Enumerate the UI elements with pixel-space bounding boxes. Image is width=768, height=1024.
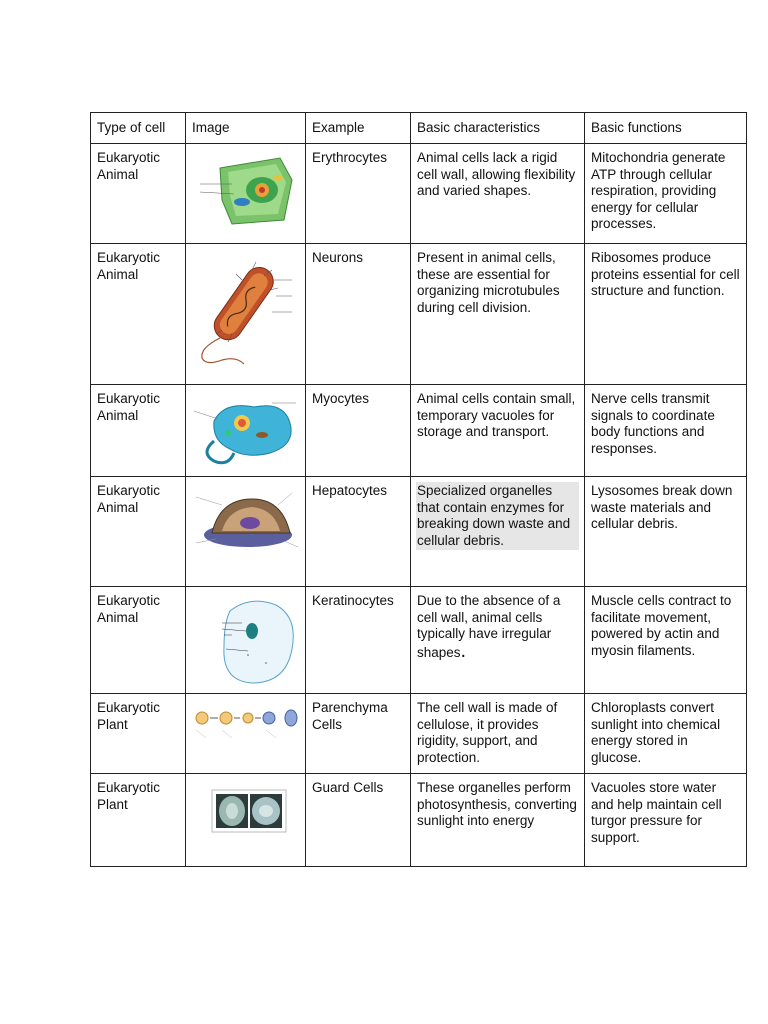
table-row — [91, 144, 747, 244]
cell-types-table — [90, 112, 747, 867]
cell-type: Eukaryotic Animal — [91, 587, 186, 694]
cell-division-sequence-illustration — [192, 700, 302, 744]
header-functions: Basic functions — [585, 113, 747, 144]
header-image: Image — [186, 113, 306, 144]
cell-type: Eukaryotic Animal — [91, 477, 186, 587]
basic-cell-diagram — [192, 593, 302, 688]
cell-image — [186, 694, 306, 774]
cell-type: Eukaryotic Plant — [91, 774, 186, 867]
table-row — [91, 587, 747, 694]
cell-characteristics: Present in animal cells, these are essential for organizing microtubules during cell division. — [411, 244, 585, 385]
cell-example: Neurons — [306, 244, 411, 385]
cell-example: Erythrocytes — [306, 144, 411, 244]
header-characteristics: Basic characteristics — [411, 113, 585, 144]
characteristics-period: . — [460, 639, 467, 662]
animal-cell-illustration — [192, 150, 302, 230]
cell-characteristics — [411, 477, 585, 587]
cell-characteristics: Animal cells lack a rigid cell wall, allowing flexibility and varied shapes. — [411, 144, 585, 244]
table-row — [91, 774, 747, 867]
characteristics-text: Due to the absence of a cell wall, animal cells typically have irregular shapes — [417, 593, 561, 660]
table-row — [91, 694, 747, 774]
cell-functions: Chloroplasts convert sunlight into chemical energy stored in glucose. — [585, 694, 747, 774]
cell-functions: Muscle cells contract to facilitate movement, powered by actin and myosin filaments. — [585, 587, 747, 694]
cell-functions: Nerve cells transmit signals to coordinate body functions and responses. — [585, 385, 747, 477]
cell-image — [186, 244, 306, 385]
cell-example: Guard Cells — [306, 774, 411, 867]
table-row — [91, 477, 747, 587]
cell-functions: Ribosomes produce proteins essential for cell structure and function. — [585, 244, 747, 385]
cell-type: Eukaryotic Animal — [91, 144, 186, 244]
cell-characteristics — [411, 587, 585, 694]
protist-cell-illustration — [192, 391, 302, 469]
header-row — [91, 113, 747, 144]
header-type: Type of cell — [91, 113, 186, 144]
cell-characteristics: The cell wall is made of cellulose, it provides rigidity, support, and protection. — [411, 694, 585, 774]
header-example: Example — [306, 113, 411, 144]
cell-characteristics: Animal cells contain small, temporary vacuoles for storage and transport. — [411, 385, 585, 477]
guard-cells-micrograph — [192, 780, 302, 860]
cell-example: Keratinocytes — [306, 587, 411, 694]
bacterium-illustration — [192, 250, 302, 370]
table-row — [91, 244, 747, 385]
cell-functions: Vacuoles store water and help maintain cell turgor pressure for support. — [585, 774, 747, 867]
cell-cross-section-illustration — [192, 483, 302, 563]
cell-image — [186, 587, 306, 694]
cell-type: Eukaryotic Animal — [91, 385, 186, 477]
cell-image — [186, 477, 306, 587]
cell-image — [186, 385, 306, 477]
table-row — [91, 385, 747, 477]
cell-example: Myocytes — [306, 385, 411, 477]
cell-type: Eukaryotic Animal — [91, 244, 186, 385]
cell-example: Hepatocytes — [306, 477, 411, 587]
cell-image — [186, 144, 306, 244]
cell-characteristics: These organelles perform photosynthesis, converting sunlight into energy — [411, 774, 585, 867]
highlighted-text: Specialized organelles that contain enzymes for breaking down waste and cellular debris. — [416, 482, 579, 550]
cell-functions: Mitochondria generate ATP through cellular respiration, providing energy for cellular processes. — [585, 144, 747, 244]
cell-type: Eukaryotic Plant — [91, 694, 186, 774]
cell-functions: Lysosomes break down waste materials and cellular debris. — [585, 477, 747, 587]
cell-example: Parenchyma Cells — [306, 694, 411, 774]
cell-image — [186, 774, 306, 867]
